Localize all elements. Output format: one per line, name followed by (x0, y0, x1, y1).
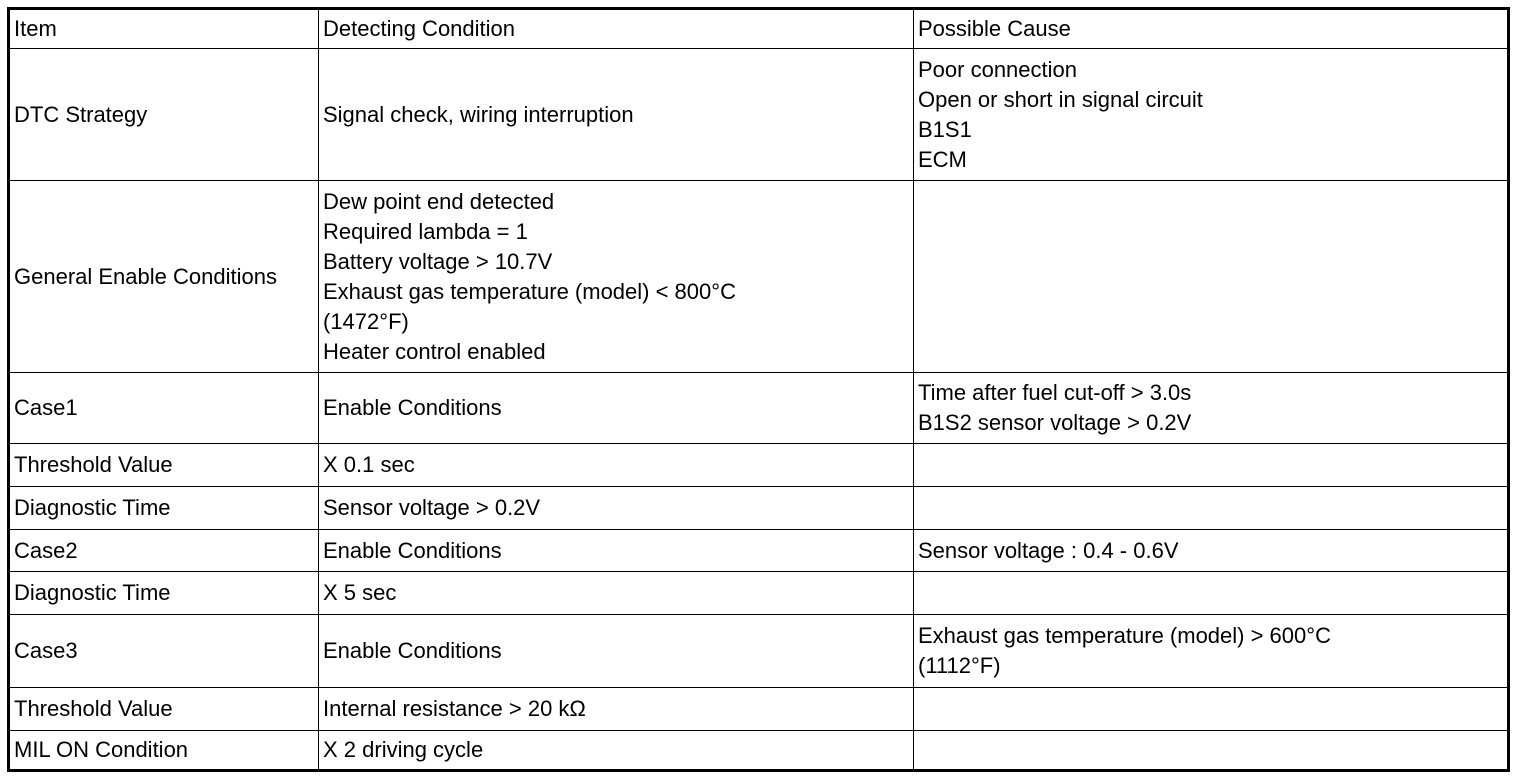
cause-line: Sensor voltage : 0.4 - 0.6V (918, 537, 1179, 563)
cell-cause (914, 373, 1509, 444)
cause-line: Exhaust gas temperature (model) > 600°C (918, 623, 1331, 648)
condition-line: (1472°F) (323, 308, 409, 334)
table-row (9, 530, 1509, 572)
cell-cause (914, 572, 1509, 615)
cell-cause (914, 530, 1509, 572)
condition-line: Enable Conditions (323, 638, 502, 663)
cell-condition (319, 731, 914, 771)
condition-line: Dew point end detected (323, 188, 555, 214)
cell-item: Diagnostic Time (9, 572, 319, 615)
condition-line: Heater control enabled (323, 338, 546, 364)
header-detecting-condition: Detecting Condition (319, 9, 914, 49)
table-row (9, 49, 1509, 181)
table-row (9, 615, 1509, 688)
table-row (9, 444, 1509, 487)
cause-line: Time after fuel cut-off > 3.0s (918, 380, 1192, 405)
condition-line: Sensor voltage > 0.2V (323, 495, 541, 520)
header-item: Item (9, 9, 319, 49)
cell-item: Case1 (9, 373, 319, 444)
condition-line: Internal resistance > 20 kΩ (323, 696, 586, 721)
header-possible-cause: Possible Cause (914, 9, 1509, 49)
cell-condition (319, 373, 914, 444)
condition-line: Battery voltage > 10.7V (323, 248, 553, 274)
cell-item: Threshold Value (9, 688, 319, 731)
cell-item: Threshold Value (9, 444, 319, 487)
header-row (9, 9, 1509, 49)
condition-line: X 2 driving cycle (323, 737, 484, 762)
table-row (9, 181, 1509, 373)
table-row (9, 487, 1509, 530)
cell-cause (914, 615, 1509, 688)
cell-cause (914, 487, 1509, 530)
cause-line: (1112°F) (918, 653, 1001, 678)
cell-condition (319, 181, 914, 373)
cause-line: Open or short in signal circuit (918, 86, 1203, 112)
cell-item: Case3 (9, 615, 319, 688)
condition-line: Enable Conditions (323, 395, 502, 420)
condition-line: X 0.1 sec (323, 452, 415, 477)
cell-cause (914, 181, 1509, 373)
cause-line: B1S2 sensor voltage > 0.2V (918, 410, 1192, 435)
cell-condition (319, 615, 914, 688)
condition-line: Signal check, wiring interruption (323, 101, 634, 127)
table-row (9, 373, 1509, 444)
cell-item: General Enable Conditions (9, 181, 319, 373)
cell-condition (319, 572, 914, 615)
condition-line: Enable Conditions (323, 537, 502, 563)
cell-cause (914, 731, 1509, 771)
cell-condition (319, 530, 914, 572)
cause-line: Poor connection (918, 56, 1077, 82)
condition-line: Required lambda = 1 (323, 218, 528, 244)
cell-condition (319, 487, 914, 530)
cell-condition (319, 49, 914, 181)
cell-condition (319, 444, 914, 487)
condition-line: X 5 sec (323, 580, 397, 605)
cell-condition (319, 688, 914, 731)
table-row (9, 731, 1509, 771)
table-row (9, 572, 1509, 615)
cause-line: ECM (918, 146, 967, 172)
cell-cause (914, 49, 1509, 181)
cell-cause (914, 444, 1509, 487)
cause-line: B1S1 (918, 116, 972, 142)
diagnostic-table (7, 7, 1510, 772)
cell-cause (914, 688, 1509, 731)
condition-line: Exhaust gas temperature (model) < 800°C (323, 278, 736, 304)
cell-item: Case2 (9, 530, 319, 572)
cell-item: Diagnostic Time (9, 487, 319, 530)
table-row (9, 688, 1509, 731)
cell-item: DTC Strategy (9, 49, 319, 181)
cell-item: MIL ON Condition (9, 731, 319, 771)
